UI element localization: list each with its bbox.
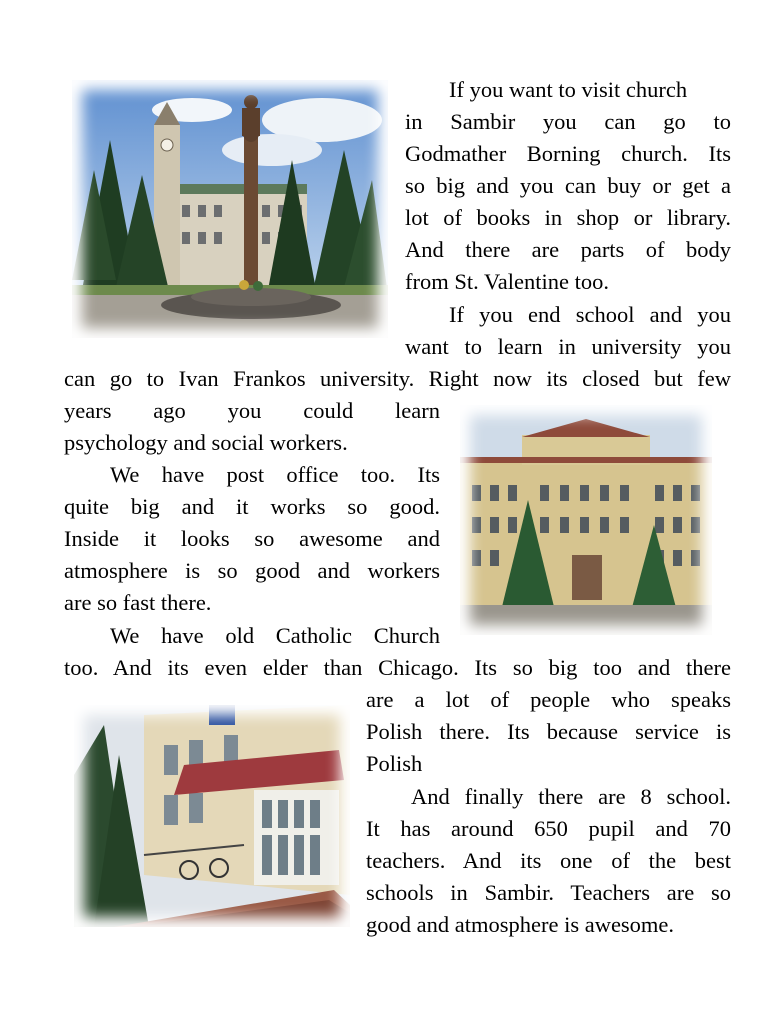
text-line: If you want to visit church (449, 77, 688, 102)
text-line: too. And its even elder than Chicago. Its so big too and there (64, 655, 731, 680)
photo-school-entrance (74, 705, 350, 927)
photo-monument-town-hall (72, 80, 388, 338)
text-line: And finally there are 8 school. (411, 784, 731, 809)
text-line: atmosphere is so good and workers (64, 558, 440, 583)
photo-university-building (460, 405, 712, 635)
text-line: psychology and social workers. (64, 430, 348, 455)
text-line: Godmather Borning church. Its (405, 141, 731, 166)
text-line: And there are parts of body (405, 237, 731, 262)
text-line: can go to Ivan Frankos university. Right now its closed but few (64, 366, 731, 391)
text-line: so big and you can buy or get a (405, 173, 731, 198)
text-line: in Sambir you can go to (405, 109, 731, 134)
text-line: We have post office too. Its (110, 462, 440, 487)
text-line: It has around 650 pupil and 70 (366, 816, 731, 841)
text-line: are a lot of people who speaks (366, 687, 731, 712)
text-line: We have old Catholic Church (110, 623, 440, 648)
text-line: from St. Valentine too. (405, 269, 609, 294)
text-line: want to learn in university you (405, 334, 731, 359)
text-line: years ago you could learn (64, 398, 440, 423)
text-line: good and atmosphere is awesome. (366, 912, 675, 937)
text-line: are so fast there. (64, 590, 212, 615)
text-line: lot of books in shop or library. (405, 205, 731, 230)
text-line: Polish there. Its because service is (366, 719, 731, 744)
text-line: Polish (366, 751, 423, 776)
text-line: Inside it looks so awesome and (64, 526, 440, 551)
text-line: schools in Sambir. Teachers are so (366, 880, 731, 905)
text-line: If you end school and you (449, 302, 731, 327)
text-line: teachers. And its one of the best (366, 848, 731, 873)
text-line: quite big and it works so good. (64, 494, 440, 519)
